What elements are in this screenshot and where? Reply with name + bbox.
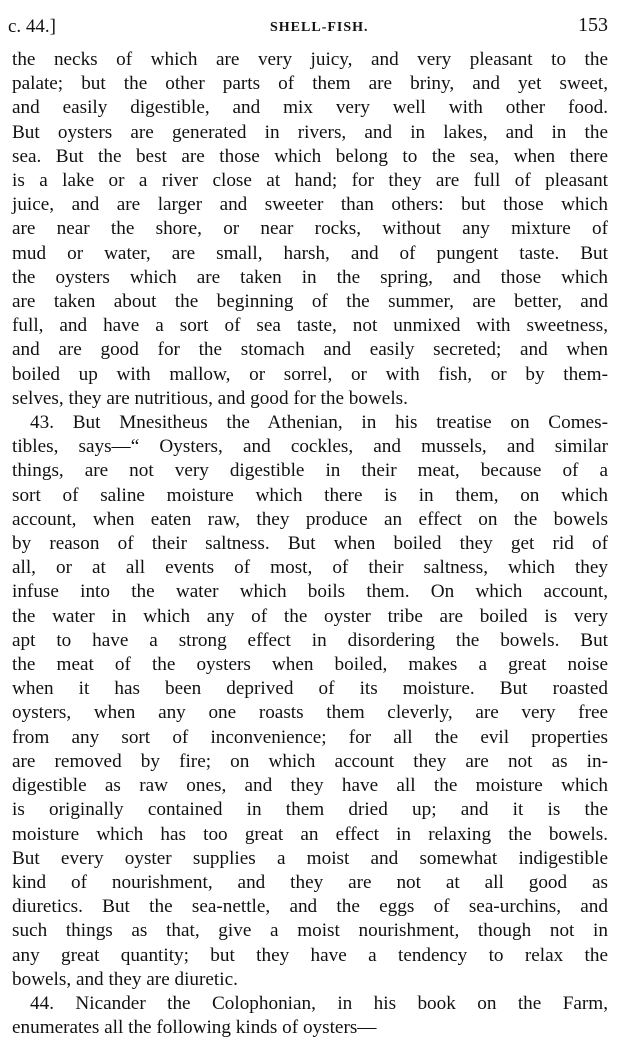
text-line: is a lake or a river close at hand; for they are full of pleasant bbox=[12, 170, 608, 192]
text-line: full, and have a sort of sea taste, not unmixed with sweetness, bbox=[12, 315, 608, 337]
text-line: and easily digestible, and mix very well with other food. bbox=[12, 97, 608, 119]
text-line: from any sort of inconvenience; for all the evil properties bbox=[12, 726, 608, 748]
text-line: any great quantity; but they have a tendency to relax the bbox=[12, 944, 608, 966]
text-line: are removed by fire; on which account they are not as in- bbox=[12, 750, 608, 772]
text-line: the water in which any of the oyster tribe are boiled is very bbox=[12, 605, 608, 627]
text-line: mud or water, are small, harsh, and of pungent taste. But bbox=[12, 242, 608, 264]
text-line: But every oyster supplies a moist and somewhat indigestible bbox=[12, 847, 608, 869]
text-line: such things as that, give a moist nourishment, though not in bbox=[12, 920, 608, 942]
text-line: juice, and are larger and sweeter than others: but those which bbox=[12, 194, 608, 216]
text-line: But oysters are generated in rivers, and in lakes, and in the bbox=[12, 121, 608, 143]
text-line: the oysters which are taken in the spring, and those which bbox=[12, 266, 608, 288]
text-line: by reason of their saltness. But when boiled they get rid of bbox=[12, 533, 608, 555]
text-line: are taken about the beginning of the summer, are better, and bbox=[12, 291, 608, 313]
text-line: selves, they are nutritious, and good for the bowels. bbox=[12, 387, 408, 409]
text-line: diuretics. But the sea-nettle, and the eggs of sea-urchins, and bbox=[12, 896, 608, 918]
running-title: SHELL-FISH. bbox=[270, 20, 369, 35]
text-line: things, are not very digestible in their meat, because of a bbox=[12, 460, 608, 482]
text-line: account, when eaten raw, they produce an effect on the bowels bbox=[12, 508, 608, 530]
text-line: 43. But Mnesitheus the Athenian, in his treatise on Comes- bbox=[30, 412, 608, 434]
text-line: and are good for the stomach and easily secreted; and when bbox=[12, 339, 608, 361]
text-line: apt to have a strong effect in disordering the bowels. But bbox=[12, 629, 608, 651]
text-line: all, or at all events of most, of their saltness, which they bbox=[12, 557, 608, 579]
body-text bbox=[12, 48, 608, 1040]
text-line: digestible as raw ones, and they have all the moisture which bbox=[12, 775, 608, 797]
text-line: oysters, when any one roasts them cleverly, are very free bbox=[12, 702, 608, 724]
page-number: 153 bbox=[578, 14, 608, 36]
text-line: kind of nourishment, and they are not at all good as bbox=[12, 871, 608, 893]
text-line: boiled up with mallow, or sorrel, or with fish, or by them- bbox=[12, 363, 608, 385]
chapter-reference: c. 44.] bbox=[8, 16, 57, 37]
text-line: sea. But the best are those which belong to the sea, when there bbox=[12, 145, 608, 167]
text-line: moisture which has too great an effect in relaxing the bowels. bbox=[12, 823, 608, 845]
text-line: the meat of the oysters when boiled, makes a great noise bbox=[12, 654, 608, 676]
text-line: are near the shore, or near rocks, without any mixture of bbox=[12, 218, 608, 240]
text-line: infuse into the water which boils them. On which account, bbox=[12, 581, 608, 603]
text-line: 44. Nicander the Colophonian, in his book on the Farm, bbox=[30, 992, 608, 1014]
text-line: the necks of which are very juicy, and very pleasant to the bbox=[12, 49, 608, 70]
text-line: enumerates all the following kinds of oysters— bbox=[12, 1017, 377, 1039]
text-line: sort of saline moisture which there is in them, on which bbox=[12, 484, 608, 506]
text-line: palate; but the other parts of them are briny, and yet sweet, bbox=[12, 73, 608, 95]
text-line: tibles, says—“ Oysters, and cockles, and mussels, and similar bbox=[12, 436, 608, 458]
text-line: is originally contained in them dried up; and it is the bbox=[12, 799, 608, 821]
text-line: when it has been deprived of its moisture. But roasted bbox=[12, 678, 608, 700]
running-header bbox=[8, 10, 608, 38]
text-line: bowels, and they are diuretic. bbox=[12, 968, 238, 990]
